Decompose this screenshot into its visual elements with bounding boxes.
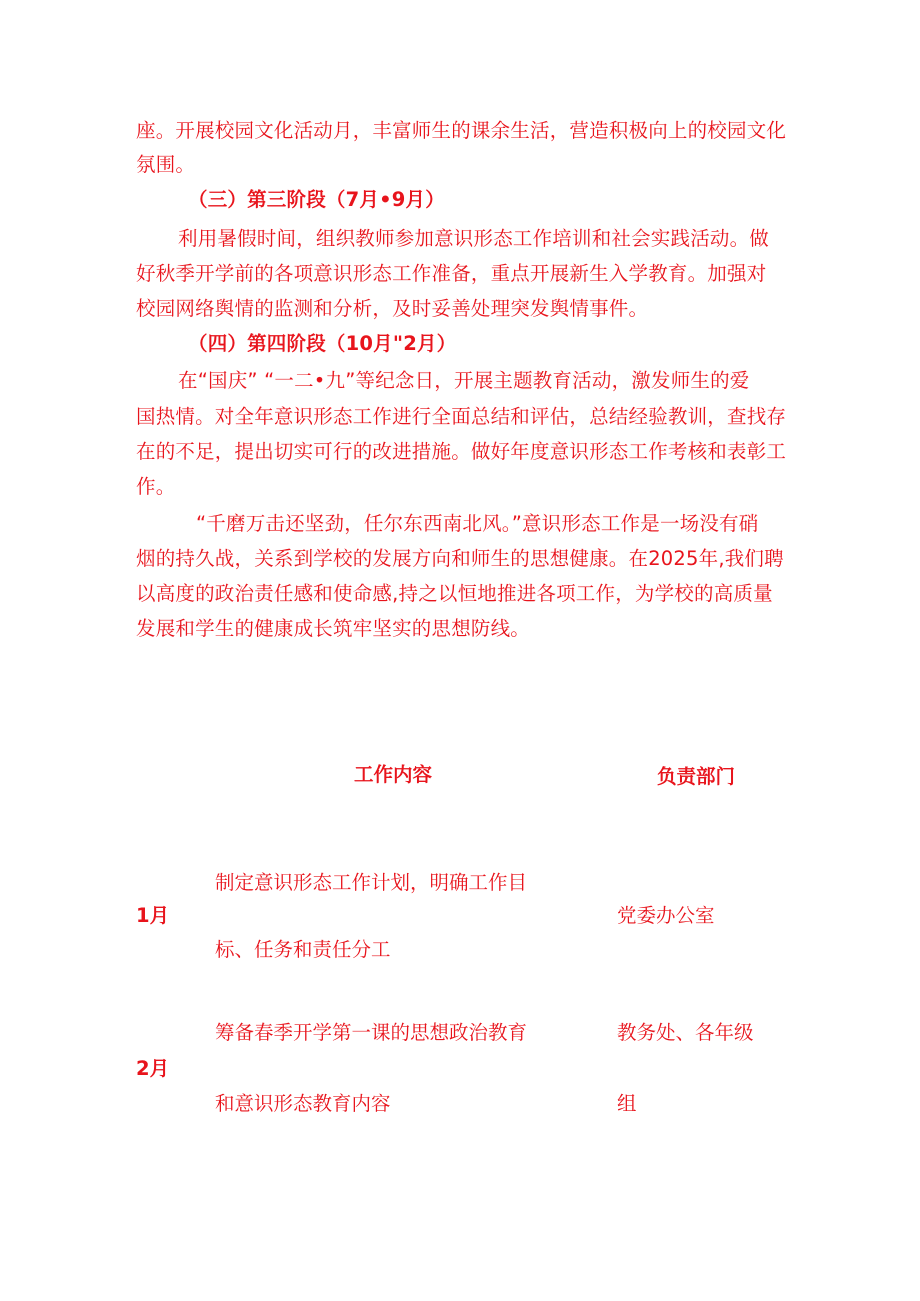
paragraph-line: 座。开展校园文化活动月，丰富师生的课余生活，营造积极向上的校园文化	[136, 119, 787, 142]
paragraph-line: 以高度的政治责任感和使命感,持之以恒地推进各项工作，为学校的高质量	[136, 582, 773, 605]
table-row-dept-line: 党委办公室	[617, 904, 715, 927]
paragraph-line: 好秋季开学前的各项意识形态工作准备，重点开展新生入学教育。加强对	[136, 262, 767, 285]
paragraph-line: 氛围。	[136, 153, 196, 176]
section-heading-3: （三）第三阶段（7月•9月）	[188, 188, 445, 211]
table-row-content-line: 标、任务和责任分工	[215, 938, 391, 961]
section-heading-4: （四）第四阶段（10月"2月）	[188, 332, 457, 355]
table-header-content: 工作内容	[354, 763, 433, 786]
paragraph-line: 作。	[136, 475, 176, 498]
paragraph-line: 发展和学生的健康成长筑牢坚实的思想防线。	[136, 617, 531, 640]
paragraph-line: 在的不足，提出切实可行的改进措施。做好年度意识形态工作考核和表彰工	[136, 440, 787, 463]
paragraph-line: 利用暑假时间，组织教师参加意识形态工作培训和社会实践活动。做	[178, 227, 770, 250]
table-row-content-line: 筹备春季开学第一课的思想政治教育	[215, 1021, 528, 1044]
table-row-dept-line: 教务处、各年级	[617, 1021, 754, 1044]
paragraph-line: 烟的持久战，关系到学校的发展方向和师生的思想健康。在2025年,我们聘	[136, 547, 784, 570]
paragraph-line: 在“国庆” “一二•九”等纪念日，开展主题教育活动，激发师生的爱	[178, 369, 750, 392]
table-row-dept-line: 组	[617, 1092, 637, 1115]
table-row-month: 1月	[136, 904, 170, 927]
paragraph-line: 国热情。对全年意识形态工作进行全面总结和评估，总结经验教训，查找存	[136, 405, 787, 428]
paragraph-line: “千磨万击还坚劲，任尔东西南北风。”意识形态工作是一场没有硝	[196, 512, 759, 535]
paragraph-line: 校园网络舆情的监测和分析，及时妥善处理突发舆情事件。	[136, 297, 649, 320]
table-header-dept: 负责部门	[657, 765, 736, 788]
table-row-content-line: 和意识形态教育内容	[215, 1092, 391, 1115]
table-row-month: 2月	[136, 1057, 170, 1080]
table-row-content-line: 制定意识形态工作计划，明确工作目	[215, 871, 528, 894]
